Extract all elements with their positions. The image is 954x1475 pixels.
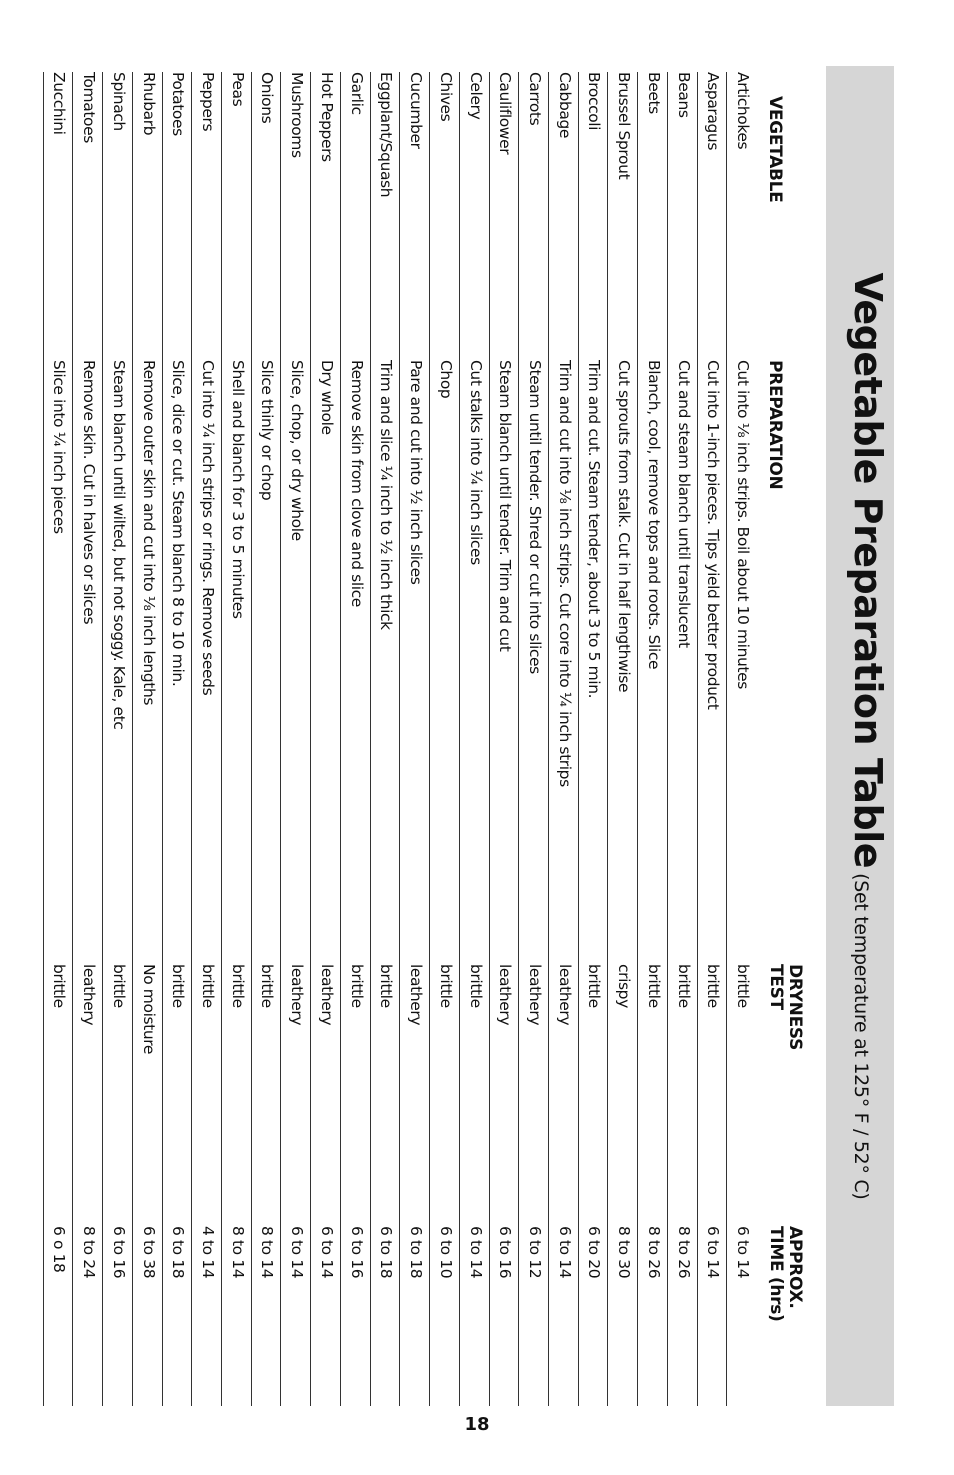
cell-dryness: brittle <box>228 964 247 1008</box>
cell-preparation: Chop <box>436 360 455 399</box>
cell-time: 6 to 14 <box>288 1226 307 1279</box>
cell-preparation: Cut into ¼ inch strips or rings. Remove seeds <box>199 360 218 696</box>
title-subtitle: (Set temperature at 125° F / 52° C) <box>850 873 872 1200</box>
cell-dryness: leathery <box>288 964 307 1026</box>
cell-preparation: Trim and cut. Steam tender, about 3 to 5 min. <box>585 360 604 699</box>
table-row <box>251 72 281 1406</box>
header-approx-time <box>766 1226 804 1376</box>
cell-dryness: leathery <box>407 964 426 1026</box>
cell-dryness: leathery <box>555 964 574 1026</box>
cell-vegetable: Cucumber <box>407 72 426 149</box>
table-row <box>72 72 102 1406</box>
cell-time: 6 to 16 <box>496 1226 515 1279</box>
table-row <box>726 72 756 1406</box>
cell-dryness: brittle <box>734 964 752 1008</box>
cell-vegetable: Garlic <box>347 72 366 115</box>
cell-time: 6 to 18 <box>407 1226 426 1279</box>
table-row <box>162 72 192 1406</box>
cell-dryness: brittle <box>704 964 723 1008</box>
cell-vegetable: Eggplant/Squash <box>377 72 396 198</box>
cell-preparation: Cut sprouts from stalk. Cut in half lengthwise <box>615 360 634 693</box>
cell-time: 6 to 10 <box>436 1226 455 1279</box>
table-row <box>191 72 221 1406</box>
cell-preparation: Slice, chop, or dry whole <box>288 360 307 541</box>
header-vegetable <box>765 96 784 202</box>
cell-time: 6 to 14 <box>734 1226 752 1279</box>
cell-time: 6 to 18 <box>169 1226 188 1279</box>
table-row <box>399 72 429 1406</box>
cell-time: 6 to 12 <box>525 1226 544 1279</box>
table-row <box>281 72 311 1406</box>
table-row <box>607 72 637 1406</box>
cell-time: 6 to 14 <box>317 1226 336 1279</box>
cell-preparation: Cut into ⅛ inch strips. Boil about 10 minutes <box>734 360 752 689</box>
cell-vegetable: Cauliflower <box>496 72 515 155</box>
page-number: 18 <box>464 1414 490 1435</box>
cell-preparation: Steam blanch until tender. Trim and cut <box>496 360 515 652</box>
table-row <box>489 72 519 1406</box>
table-row <box>667 72 697 1406</box>
cell-preparation: Shell and blanch for 3 to 5 minutes <box>228 360 247 619</box>
cell-vegetable: Carrots <box>525 72 544 126</box>
cell-time: 6 o 18 <box>50 1226 69 1273</box>
cell-dryness: leathery <box>80 964 99 1026</box>
cell-dryness: leathery <box>496 964 515 1026</box>
header-preparation <box>765 360 784 489</box>
cell-vegetable: Beans <box>674 72 693 118</box>
table-row <box>697 72 727 1406</box>
cell-vegetable: Brussel Sprout <box>615 72 634 180</box>
cell-preparation: Cut and steam blanch until translucent <box>674 360 693 648</box>
cell-dryness: brittle <box>199 964 218 1008</box>
cell-time: 8 to 24 <box>80 1226 99 1279</box>
cell-vegetable: Celery <box>466 72 485 120</box>
cell-dryness: brittle <box>585 964 604 1008</box>
cell-preparation: Trim and cut into ⅛ inch strips. Cut core into ¼ inch strips <box>555 360 574 787</box>
cell-time: 6 to 14 <box>704 1226 723 1279</box>
cell-dryness: brittle <box>377 964 396 1008</box>
cell-vegetable: Rhubarb <box>139 72 158 136</box>
cell-vegetable: Hot Peppers <box>317 72 336 162</box>
cell-dryness: brittle <box>436 964 455 1008</box>
cell-dryness: brittle <box>169 964 188 1008</box>
cell-preparation: Cut stalks into ¼ inch slices <box>466 360 485 565</box>
cell-time: 8 to 14 <box>258 1226 277 1279</box>
cell-time: 6 to 20 <box>585 1226 604 1279</box>
header-time-line1: APPROX. <box>785 1226 805 1309</box>
cell-dryness: leathery <box>317 964 336 1026</box>
cell-dryness: brittle <box>644 964 663 1008</box>
cell-preparation: Remove skin from clove and slice <box>347 360 366 607</box>
table-row <box>340 72 370 1406</box>
cell-vegetable: Spinach <box>109 72 128 131</box>
header-dryness-line1: DRYNESS <box>785 964 805 1051</box>
cell-time: 6 to 14 <box>555 1226 574 1279</box>
cell-preparation: Slice thinly or chop <box>258 360 277 501</box>
cell-time: 8 to 30 <box>615 1226 634 1279</box>
cell-time: 6 to 14 <box>466 1226 485 1279</box>
cell-time: 8 to 14 <box>228 1226 247 1279</box>
cell-vegetable: Peas <box>228 72 247 107</box>
cell-preparation: Remove outer skin and cut into ⅛ inch lengths <box>139 360 158 706</box>
cell-dryness: leathery <box>525 964 544 1026</box>
cell-time: 4 to 14 <box>199 1226 218 1279</box>
cell-vegetable: Cabbage <box>555 72 574 139</box>
cell-time: 8 to 26 <box>674 1226 693 1279</box>
cell-vegetable: Tomatoes <box>80 72 99 143</box>
table-row <box>518 72 548 1406</box>
table-row <box>310 72 340 1406</box>
table-row <box>578 72 608 1406</box>
cell-dryness: brittle <box>258 964 277 1008</box>
cell-vegetable: Broccoli <box>585 72 604 131</box>
table-row <box>429 72 459 1406</box>
cell-dryness: brittle <box>50 964 69 1008</box>
cell-vegetable: Peppers <box>199 72 218 132</box>
page-title <box>846 66 890 1406</box>
cell-preparation: Remove skin. Cut in halves or slices <box>80 360 99 625</box>
cell-dryness: brittle <box>466 964 485 1008</box>
cell-time: 6 to 16 <box>109 1226 128 1279</box>
table-row <box>102 72 132 1406</box>
cell-dryness: brittle <box>347 964 366 1008</box>
header-dryness-test <box>766 964 804 1104</box>
rotated-table-page <box>24 66 894 1406</box>
cell-vegetable: Zucchini <box>50 72 69 135</box>
header-dryness-line2: TEST <box>766 964 786 1010</box>
cell-preparation: Slice into ¼ inch pieces <box>50 360 69 534</box>
cell-time: 6 to 18 <box>377 1226 396 1279</box>
cell-time: 6 to 38 <box>139 1226 158 1279</box>
cell-preparation: Steam blanch until wilted, but not soggy. Kale, etc <box>109 360 128 730</box>
cell-vegetable: Beets <box>644 72 663 114</box>
table-row <box>221 72 251 1406</box>
cell-vegetable: Artichokes <box>734 72 752 150</box>
table-body <box>43 72 756 1406</box>
cell-preparation: Pare and cut into ½ inch slices <box>407 360 426 585</box>
cell-preparation: Trim and slice ¼ inch to ½ inch thick <box>377 360 396 630</box>
title-main: Vegetable Preparation Table <box>846 272 890 868</box>
cell-preparation: Blanch, cool, remove tops and roots. Slice <box>644 360 663 670</box>
cell-time: 8 to 26 <box>644 1226 663 1279</box>
cell-vegetable: Asparagus <box>704 72 723 151</box>
cell-vegetable: Mushrooms <box>288 72 307 158</box>
cell-dryness: brittle <box>674 964 693 1008</box>
cell-preparation: Slice, dice or cut. Steam blanch 8 to 10 min. <box>169 360 188 687</box>
header-preparation-label: PREPARATION <box>765 360 785 490</box>
cell-dryness: crispy <box>615 964 634 1008</box>
cell-preparation: Steam until tender. Shred or cut into slices <box>525 360 544 674</box>
table-row <box>370 72 400 1406</box>
table-row <box>637 72 667 1406</box>
cell-time: 6 to 16 <box>347 1226 366 1279</box>
cell-vegetable: Chives <box>436 72 455 122</box>
cell-vegetable: Potatoes <box>169 72 188 136</box>
cell-preparation: Dry whole <box>317 360 336 435</box>
cell-dryness: brittle <box>109 964 128 1008</box>
cell-vegetable: Onions <box>258 72 277 124</box>
header-vegetable-label: VEGETABLE <box>765 96 785 203</box>
table-row <box>459 72 489 1406</box>
cell-dryness: No moisture <box>139 964 158 1055</box>
table-row <box>43 72 73 1406</box>
header-time-line2: TIME (hrs) <box>766 1226 786 1322</box>
table-row <box>132 72 162 1406</box>
table-row <box>548 72 578 1406</box>
cell-preparation: Cut into 1-inch pieces. Tips yield better product <box>704 360 723 710</box>
